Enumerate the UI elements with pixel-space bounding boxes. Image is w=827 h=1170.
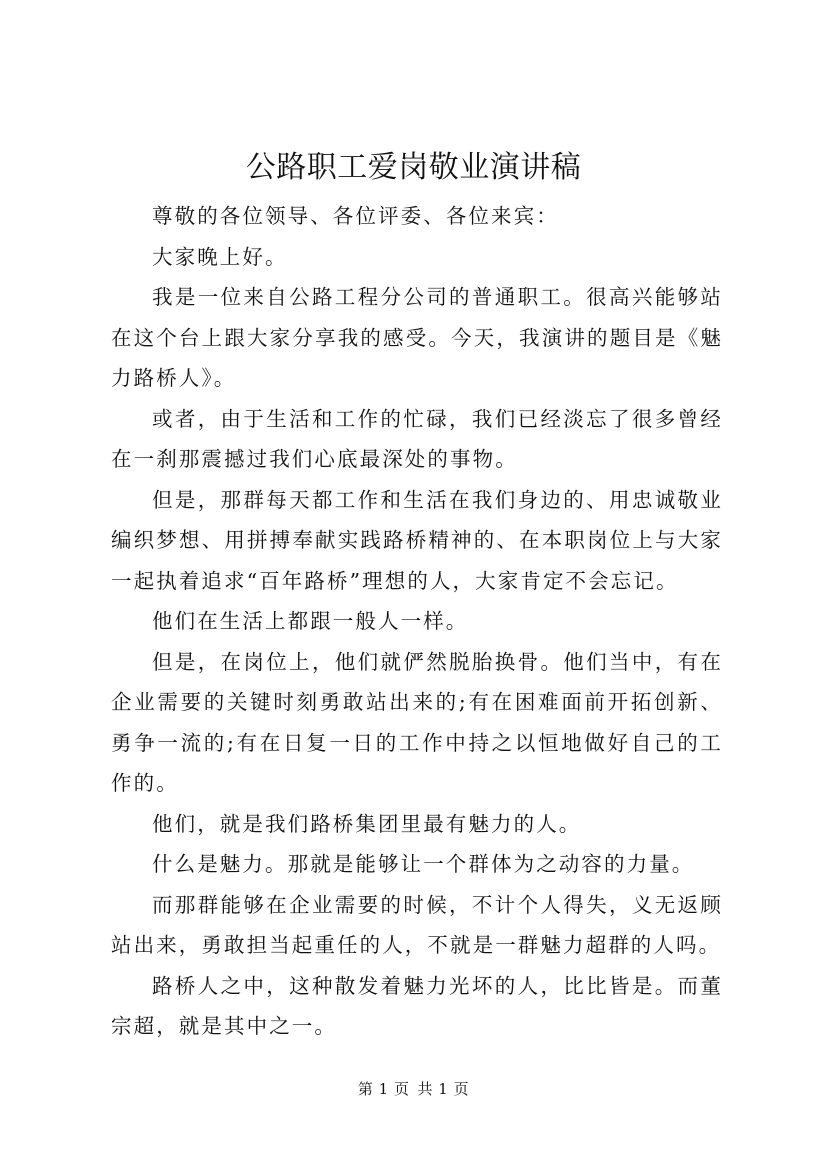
paragraph-greeting: 大家晚上好。 bbox=[152, 244, 288, 269]
paragraph: 他们，就是我们路桥集团里最有魅力的人。 bbox=[152, 811, 582, 836]
document-body bbox=[111, 196, 723, 1047]
page-footer bbox=[0, 1078, 827, 1100]
paragraph: 但是，那群每天都工作和生活在我们身边的、用忠诚敬业编织梦想、用拼搏奉献实践路桥精神的、在本职岗位上与大家一起执着追求“百年路桥”理想的人，大家肯定不会忘记。 bbox=[111, 487, 723, 593]
page-number: 第 1 页 bbox=[357, 1080, 410, 1098]
paragraph: 什么是魅力。那就是能够让一个群体为之动容的力量。 bbox=[152, 852, 695, 876]
paragraph: 但是，在岗位上，他们就俨然脱胎换骨。他们当中，有在企业需要的关键时刻勇敢站出来的;有在困难面前开拓创新、勇争一流的;有在日复一日的工作中持之以恒地做好自己的工作的。 bbox=[111, 649, 723, 795]
page-total: 共 1 页 bbox=[417, 1080, 470, 1098]
paragraph: 而那群能够在企业需要的时候，不计个人得失，义无返顾站出来，勇敢担当起重任的人，不就是一群魅力超群的人吗。 bbox=[111, 892, 723, 957]
paragraph: 他们在生活上都跟一般人一样。 bbox=[152, 609, 469, 633]
document-title: 公路职工爱岗敬业演讲稿 bbox=[245, 150, 582, 185]
paragraph: 路桥人之中，这种散发着魅力光坏的人，比比皆是。而董宗超，就是其中之一。 bbox=[111, 973, 723, 1038]
paragraph-salutation: 尊敬的各位领导、各位评委、各位来宾： bbox=[152, 204, 559, 228]
paragraph: 或者，由于生活和工作的忙碌，我们已经淡忘了很多曾经在一刹那震撼过我们心底最深处的事物。 bbox=[111, 406, 723, 471]
paragraph: 我是一位来自公路工程分公司的普通职工。很高兴能够站在这个台上跟大家分享我的感受。今天，我演讲的题目是《魅力路桥人》。 bbox=[111, 285, 723, 390]
